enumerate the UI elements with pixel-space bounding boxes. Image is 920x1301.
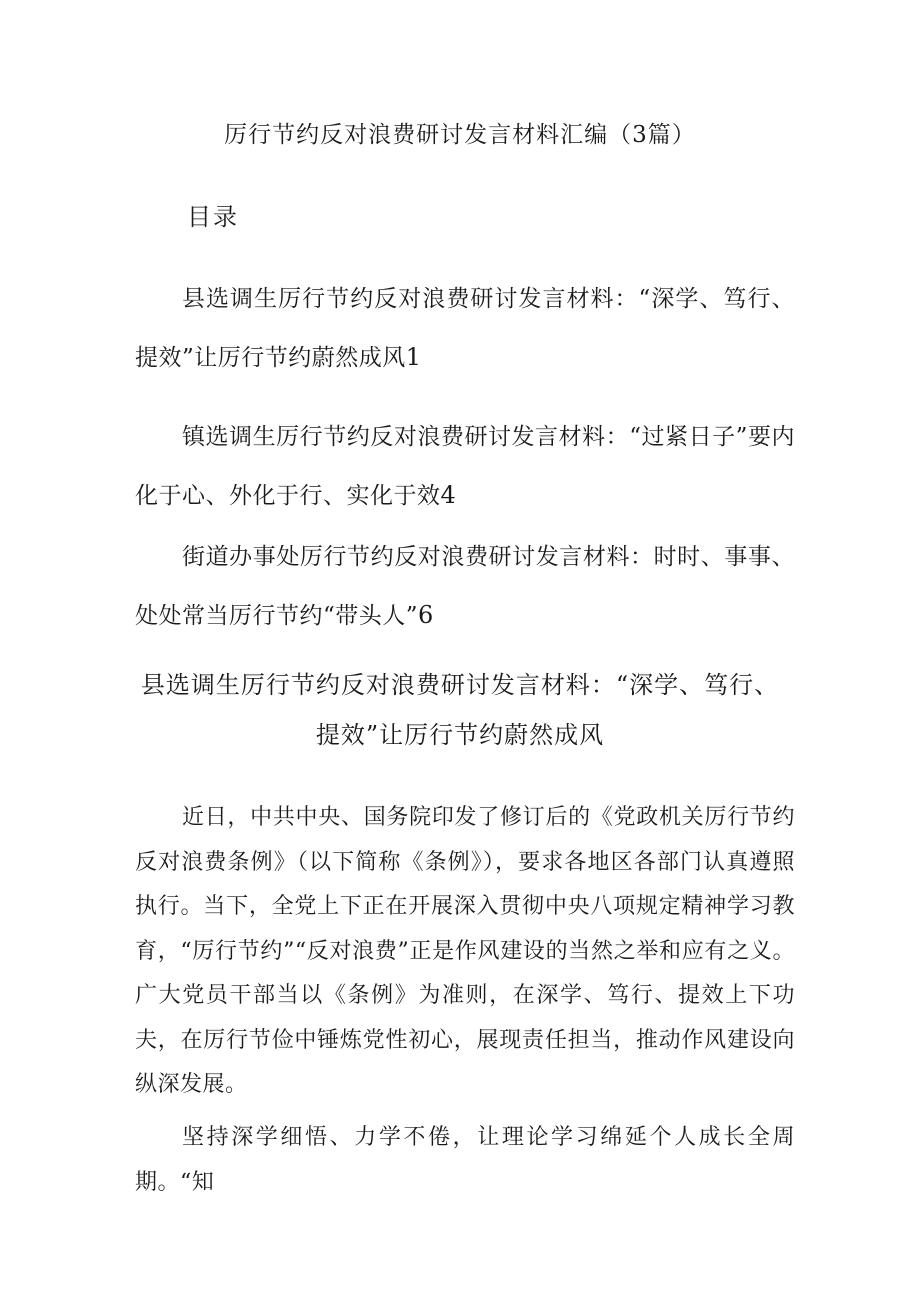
body-paragraph: 近日，中共中央、国务院印发了修订后的《党政机关厉行节约反对浪费条例》（以下简称《条例》），要求各地区各部门认真遵照执行。当下，全党上下正在开展深入贯彻中央八项规定精神学习教育，“厉行节约”“反对浪费”正是作风建设的当然之举和应有之义。广大党员干部当以《条例》为准则，在深学、笃行、提效上下功夫，在厉行节俭中锤炼党性初心，展现责任担当，推动作风建设向纵深发展。 <box>135 805 795 1097</box>
article-title-line-2: 提效”让厉行节约蔚然成风 <box>315 721 605 749</box>
toc-item[interactable] <box>135 528 795 645</box>
toc-item-page-number: 1 <box>405 343 422 371</box>
toc-item[interactable] <box>135 270 795 387</box>
body-paragraph: 坚持深学细悟、力学不倦，让理论学习绵延个人成长全周期。“知 <box>135 1125 795 1195</box>
toc-item-page-number: 6 <box>418 601 434 629</box>
toc-item-page-number: 4 <box>440 481 457 509</box>
document-title: 厉行节约反对浪费研讨发言材料汇编（3篇） <box>224 122 696 148</box>
article-title-line-1: 县选调生厉行节约反对浪费研讨发言材料：“深学、笃行、 <box>140 671 780 699</box>
toc-item-text: 县选调生厉行节约反对浪费研讨发言材料：“深学、笃行、提效”让厉行节约蔚然成风 <box>135 286 795 371</box>
toc-heading: 目录 <box>187 203 239 231</box>
article-title <box>120 660 800 760</box>
toc-item[interactable] <box>135 408 795 525</box>
toc-item-text: 镇选调生厉行节约反对浪费研讨发言材料：“过紧日子”要内化于心、外化于行、实化于效 <box>135 424 795 509</box>
toc-item-text: 街道办事处厉行节约反对浪费研讨发言材料：时时、事事、处处常当厉行节约“带头人” <box>135 544 795 629</box>
